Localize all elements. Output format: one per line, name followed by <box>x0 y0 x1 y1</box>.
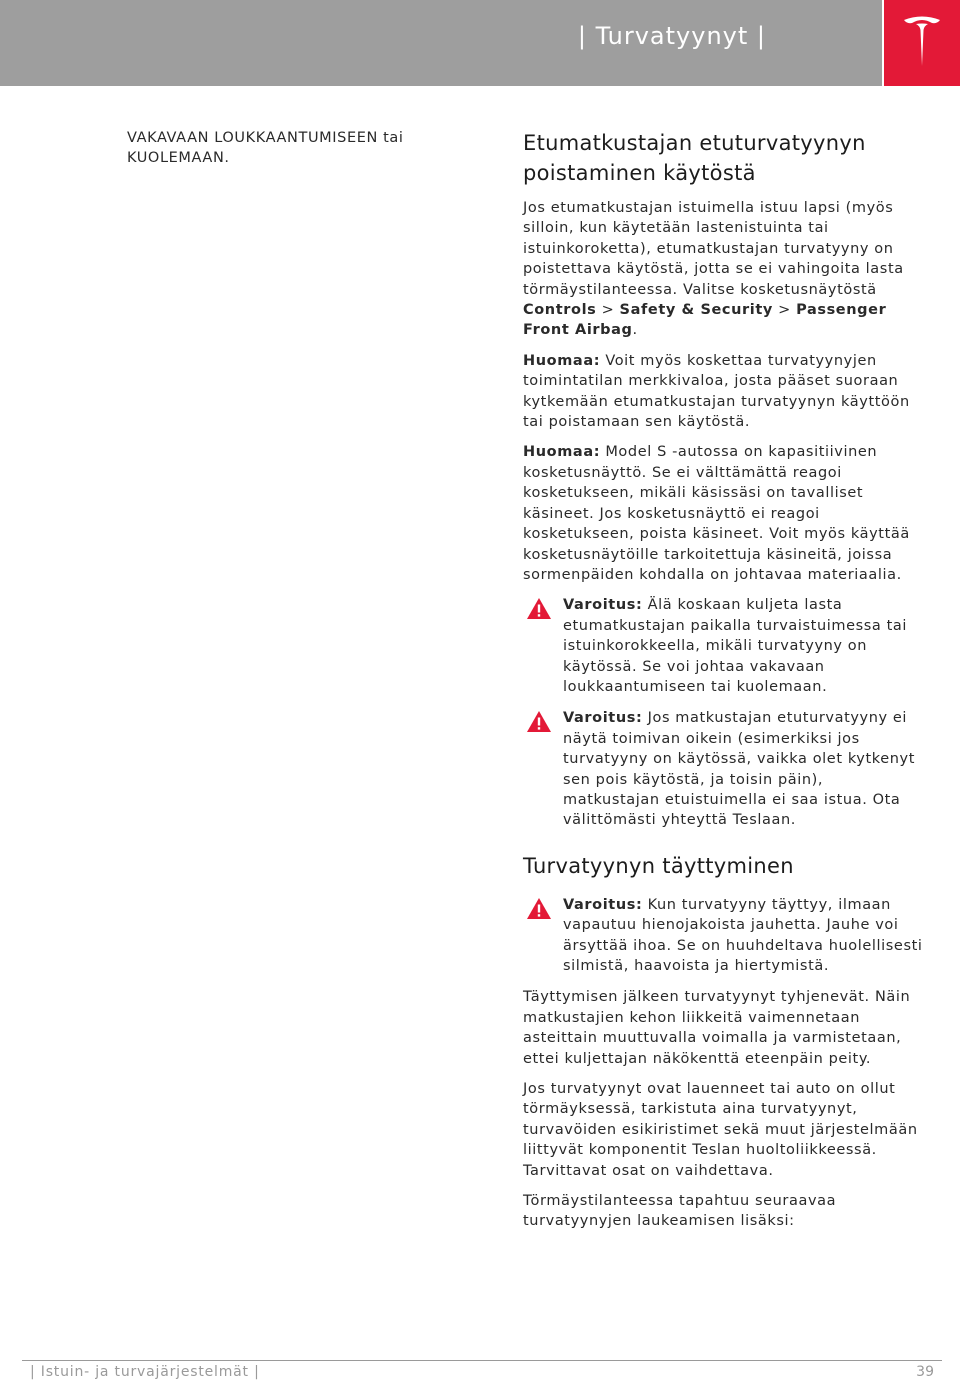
paragraph-deflation: Täyttymisen jälkeen turvatyynyt tyhjenevät. Näin matkustajien kehon liikkeitä vaimennetaan asteittain muuttuvalla voimalla ja varmistetaan, ettei kuljettajan näkökenttä eteenpäin peity. <box>523 989 911 1067</box>
page-header <box>0 0 882 86</box>
warning-text: Jos matkustajan etuturvatyyny ei näytä toimivan oikein (esimerkiksi jos turvatyyny on käytössä, vaikka olet kytkenyt sen pois käytöstä, ja toisin päin), matkustajan etuistuimella ei saa istua. Ota välittömästi yhteyttä Teslaan. <box>563 710 916 829</box>
note-text: Model S -autossa on kapasitiivinen kosketusnäyttö. Se ei välttämättä reagoi kosketukseen, mikäli käsissäsi on tavalliset käsineet. Jos kosketusnäyttö ei reagoi kosketukseen, poista käsineet. Voit myös käyttää kosketusnäytöille tarkoitettuja käsineitä, joissa sormenpäiden kohdalla on johtavaa materiaalia. <box>523 444 910 583</box>
note-text: Voit myös koskettaa turvatyynyjen toimintatilan merkkivaloa, josta pääset suoraan kytkemään etumatkustajan turvatyynyn käyttöön tai poistamaan sen käytöstä. <box>523 352 910 431</box>
warning-triangle-icon <box>526 710 552 733</box>
left-column <box>127 128 467 179</box>
page-number: 39 <box>916 1364 934 1380</box>
right-column <box>523 128 923 1242</box>
menu-path-separator: > <box>772 302 797 319</box>
warning-child-seat <box>523 595 923 697</box>
tesla-logo <box>884 0 960 86</box>
continuation-text: VAKAVAAN LOUKKAANTUMISEEN tai KUOLEMAAN. <box>127 130 404 167</box>
paragraph-collision-events: Törmäystilanteessa tapahtuu seuraavaa turvatyynyjen laukeamisen lisäksi: <box>523 1193 837 1230</box>
menu-path-separator: > <box>596 302 620 319</box>
section-heading-disable-airbag: Etumatkustajan etuturvatyynyn poistaminen käytöstä <box>523 131 866 185</box>
warning-triangle-icon <box>526 597 552 620</box>
warning-triangle-icon <box>526 897 552 920</box>
menu-path-controls: Controls <box>523 302 597 319</box>
menu-path-safety-security: Safety & Security <box>619 302 773 319</box>
warning-airbag-malfunction <box>523 708 923 830</box>
footer-section-name: | Istuin- ja turvajärjestelmät | <box>30 1364 260 1380</box>
warning-label: Varoitus: <box>563 597 643 614</box>
paragraph-text: Jos etumatkustajan istuimella istuu lapsi (myös silloin, kun käytetään lastenistuinta tai istuinkoroketta), etumatkustajan turvatyyny on poistettava käytöstä, jotta se ei vahingoita lasta törmäystilanteessa. Valitse kosketusnäytöstä <box>523 200 904 298</box>
note-touchscreen-gloves <box>523 442 923 585</box>
note-label: Huomaa: <box>523 352 601 369</box>
note-label: Huomaa: <box>523 444 601 461</box>
paragraph-disable-instructions <box>523 198 923 341</box>
menu-path-passenger-front-airbag: Passenger Front Airbag <box>523 302 887 339</box>
warning-airbag-powder <box>523 895 923 977</box>
warning-text: Kun turvatyyny täyttyy, ilmaan vapautuu hienojakoista jauhetta. Jauhe voi ärsyttää ihoa. Se on huuhdeltava huolellisesti silmistä, haavoista ja hiertymistä. <box>563 896 923 974</box>
warning-text: Älä koskaan kuljeta lasta etumatkustajan paikalla turvaistuimessa tai istuinkorokkeella, mikäli turvatyyny on käytössä. Se voi johtaa vakavaan loukkaantumiseen tai kuolemaan. <box>563 597 908 695</box>
warning-label: Varoitus: <box>563 896 643 913</box>
warning-label: Varoitus: <box>563 710 643 727</box>
section-title: | Turvatyynyt | <box>577 22 766 50</box>
note-status-light <box>523 351 923 433</box>
paragraph-inspection: Jos turvatyynyt ovat lauenneet tai auto on ollut törmäyksessä, tarkistuta aina turvatyynyt, turvavöiden esikiristimet sekä muut järjestelmään liittyvät komponentit Teslan huoltoliikkeessä. Tarvittavat osat on vaihdettava. <box>523 1081 918 1179</box>
section-heading-airbag-inflation: Turvatyynyn täyttyminen <box>523 853 794 878</box>
tesla-logo-icon <box>902 14 942 70</box>
footer-divider <box>22 1360 942 1361</box>
paragraph-end: . <box>632 322 638 339</box>
